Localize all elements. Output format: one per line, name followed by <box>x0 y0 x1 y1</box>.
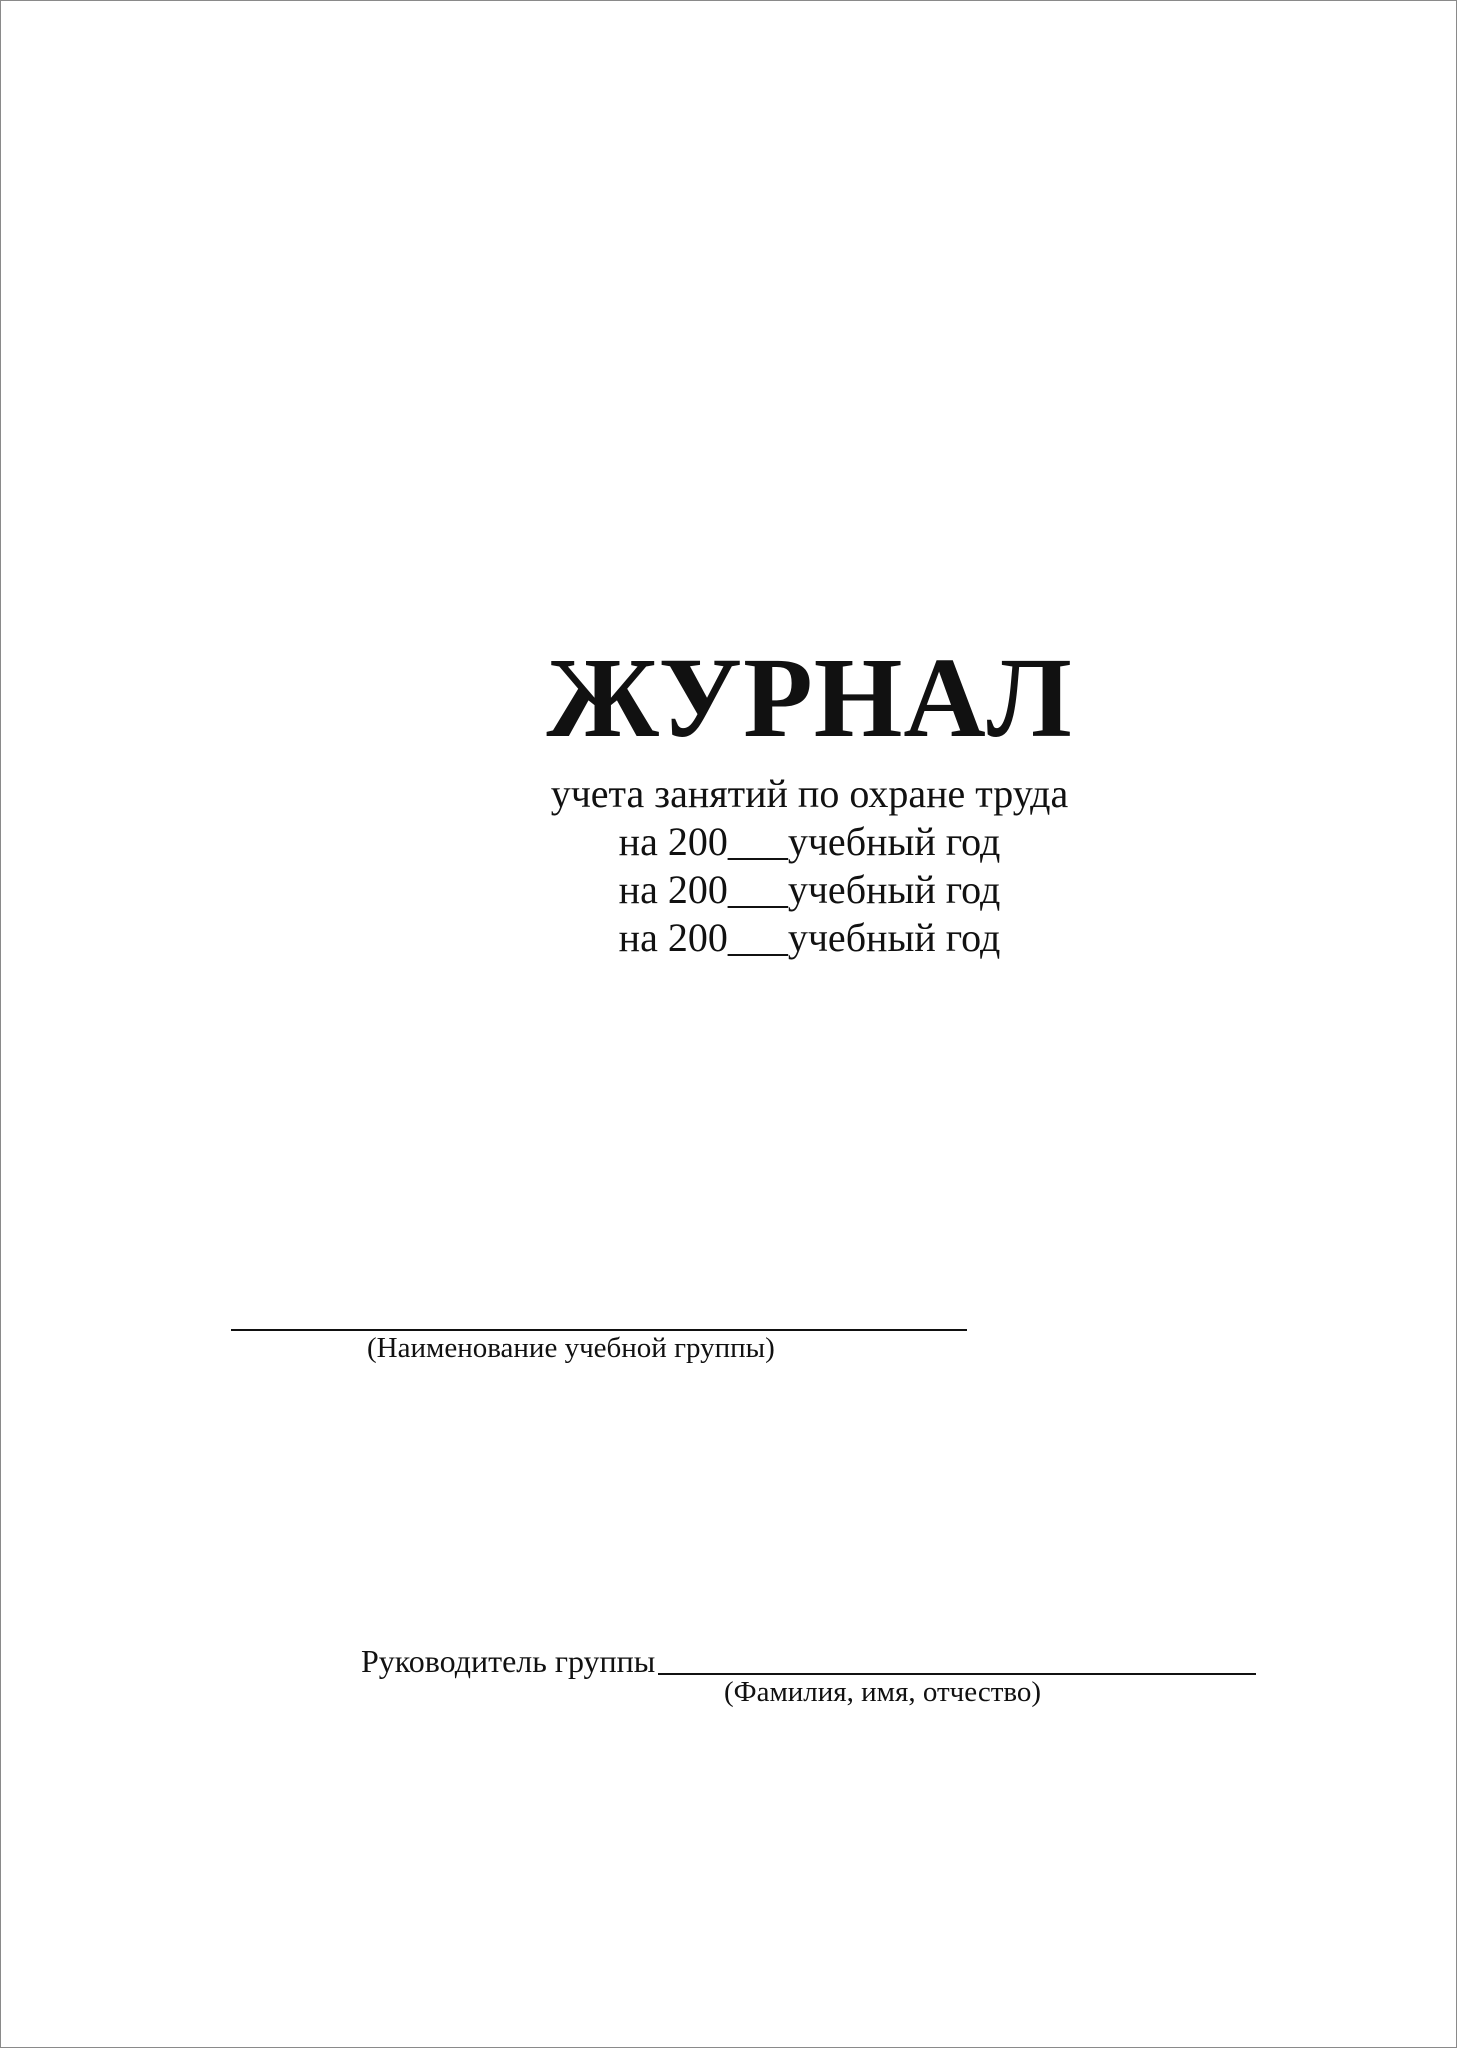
academic-year-line-2: на 200___учебный год <box>618 867 1001 912</box>
academic-year-line-1: на 200___учебный год <box>618 819 1001 864</box>
academic-year-line-3: на 200___учебный год <box>618 915 1001 960</box>
group-leader-label: Руководитель группы <box>361 1643 656 1679</box>
group-leader-caption: (Фамилия, имя, отчество) <box>724 1676 1042 1708</box>
group-name-caption: (Наименование учебной группы) <box>367 1332 775 1364</box>
journal-subtitle: учета занятий по охране труда <box>550 771 1069 816</box>
journal-title: ЖУРНАЛ <box>546 634 1073 761</box>
